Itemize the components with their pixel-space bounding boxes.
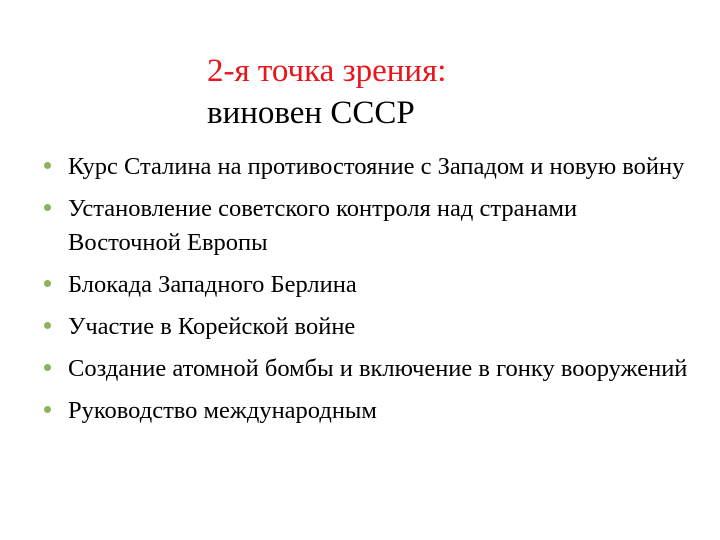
bullet-dot-icon — [44, 162, 51, 169]
bullet-dot-icon — [44, 364, 51, 371]
bullet-item — [44, 394, 694, 428]
bullet-text: Установление советского контроля над странами Восточной Европы — [68, 195, 578, 256]
slide-title — [207, 50, 687, 134]
bullet-text: Руководство международным — [68, 397, 377, 424]
bullet-dot-icon — [44, 322, 51, 329]
bullet-list — [44, 150, 694, 436]
bullet-text: Курс Сталина на противостояние с Западом и новую войну — [68, 153, 685, 180]
bullet-dot-icon — [44, 406, 51, 413]
bullet-text: Участие в Корейской войне — [68, 313, 356, 340]
bullet-dot-icon — [44, 204, 51, 211]
bullet-item — [44, 192, 694, 260]
bullet-item — [44, 352, 694, 386]
bullet-text: Создание атомной бомбы и включение в гонку вооружений — [68, 355, 688, 382]
title-line-2: виновен СССР — [207, 95, 415, 131]
title-line-1: 2-я точка зрения: — [207, 53, 447, 89]
bullet-text: Блокада Западного Берлина — [68, 271, 357, 298]
bullet-dot-icon — [44, 280, 51, 287]
bullet-item — [44, 150, 694, 184]
bullet-item — [44, 268, 694, 302]
bullet-item — [44, 310, 694, 344]
